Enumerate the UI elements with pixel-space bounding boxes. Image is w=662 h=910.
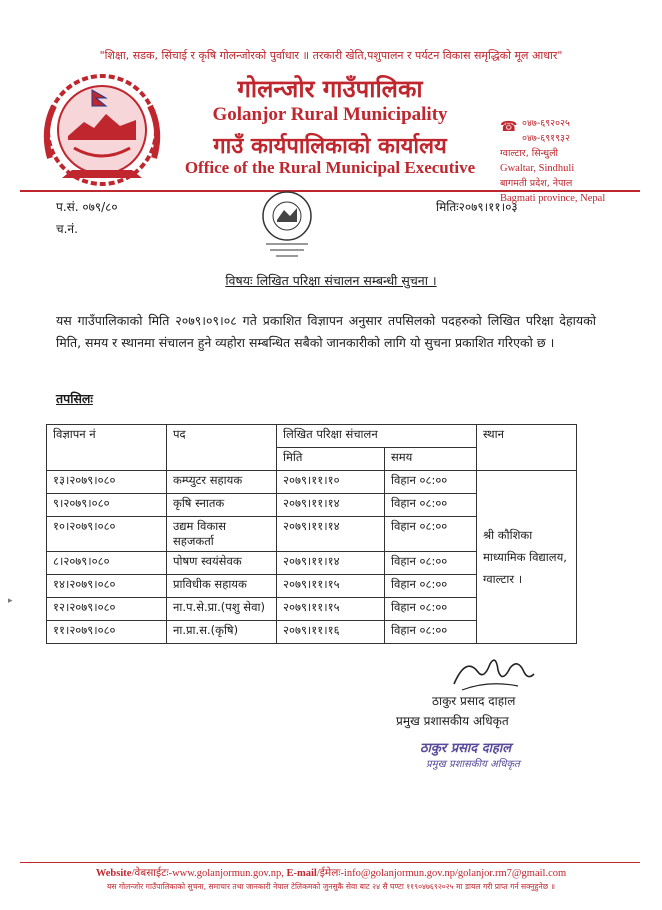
footer-contact: [0, 866, 662, 880]
cell-adv: ८।२०७९।०८०: [47, 552, 167, 575]
header-exam: लिखित परिक्षा संचालन: [277, 425, 477, 448]
phone-icon: ☎: [500, 119, 518, 135]
cell-adv: १४।२०७९।०८०: [47, 575, 167, 598]
email-label-np: /ईमेलः: [316, 868, 341, 879]
handwritten-signature: [448, 650, 538, 694]
footer-note: यस गोलन्जोर गाउँपालिकाको सुचना, समाचार तथा जानकारी नेपाल टेलिकमको जुनसुकै सेवा बाट २४ सै घण्टा ११९०४७६९२०२५ मा डायल गरी प्राप्त गर्न सक्नुहुनेछ ॥: [106, 882, 556, 891]
header-place: स्थान: [477, 425, 577, 471]
contact-block: [500, 116, 650, 206]
patra-sankhya: प.सं. ०७९/८०: [56, 200, 118, 214]
cell-date: २०७९।११।१४: [277, 494, 385, 517]
cell-date: २०७९।११।१५: [277, 575, 385, 598]
header-divider: [20, 190, 640, 192]
chalani-number: च.नं.: [56, 222, 78, 236]
cell-time: विहान ०८:००: [385, 494, 477, 517]
cell-post: उद्यम विकास सहजकर्ता: [167, 517, 277, 552]
date: मितिः२०७९।११।०३: [436, 200, 518, 214]
address-np: ग्वाल्टार, सिन्धुली: [500, 148, 558, 159]
cell-date: २०७९।११।१६: [277, 621, 385, 644]
cell-time: विहान ०८:००: [385, 575, 477, 598]
cell-post: ना.प.से.प्रा.(पशु सेवा): [167, 598, 277, 621]
cell-post: पोषण स्वयंसेवक: [167, 552, 277, 575]
website-label-np: /वेबसाईटः: [131, 868, 169, 879]
email-label: E-mail: [286, 868, 317, 879]
footer-divider: [20, 862, 640, 863]
cell-time: विहान ०८:००: [385, 552, 477, 575]
notice-body: यस गाउँपालिकाको मिति २०७९।०९।०८ गते प्रकाशित विज्ञापन अनुसार तपसिलको पदहरुको लिखित परिक्षा देहायको मिति, समय र स्थानमा संचालन हुने व्यहोरा सम्बन्धित सबैको जानकारीको लागि यो सुचना प्रकाशित गरिएको छ ।: [56, 313, 596, 350]
cell-adv: ११।२०७९।०८०: [47, 621, 167, 644]
cell-time: विहान ०८:००: [385, 598, 477, 621]
address-en: Gwaltar, Sindhuli: [500, 163, 575, 174]
header-adv: विज्ञापन नं: [47, 425, 167, 471]
stamp-title: प्रमुख प्रशासकीय अधिकृत: [426, 759, 520, 770]
cell-date: २०७९।११।१०: [277, 471, 385, 494]
cell-adv: १०।२०७९।०८०: [47, 517, 167, 552]
office-title-en: Office of the Rural Municipal Executive: [184, 158, 476, 177]
table-row: [47, 471, 577, 494]
office-seal-stamp: [244, 188, 330, 262]
signer-name: ठाकुर प्रसाद दाहाल: [432, 694, 516, 708]
cell-post: ना.प्रा.स.(कृषि): [167, 621, 277, 644]
website-label: Website: [95, 868, 132, 879]
cell-post: कृषि स्नातक: [167, 494, 277, 517]
cell-date: २०७९।११।१४: [277, 552, 385, 575]
cell-date: २०७९।११।१५: [277, 598, 385, 621]
details-heading: तपसिलः: [56, 391, 93, 406]
cell-adv: १२।२०७९।०८०: [47, 598, 167, 621]
municipality-title-en: Golanjor Rural Municipality: [212, 104, 448, 125]
slogan: "शिक्षा, सडक, सिंचाई र कृषि गोलन्जोरको पुर्वाधार ॥ तरकारी खेति,पशुपालन र पर्यटन विकास समृद्धिको मूल आधार": [99, 49, 563, 62]
nepal-emblem-logo: [32, 66, 172, 194]
page-marker-icon: ▸: [8, 596, 13, 606]
phone-2: ०४७-६९१९३२: [522, 133, 570, 144]
office-title-np: गाउँ कार्यपालिकाको कार्यालय: [213, 134, 447, 159]
header-date: मिति: [277, 448, 385, 471]
stamp-name: ठाकुर प्रसाद दाहाल: [420, 741, 512, 756]
cell-date: २०७९।११।१४: [277, 517, 385, 552]
notice-subject: [0, 272, 662, 289]
cell-post: प्राविधीक सहायक: [167, 575, 277, 598]
cell-time: विहान ०८:००: [385, 517, 477, 552]
website-link[interactable]: -www.golanjormun.gov.np,: [168, 868, 284, 879]
exam-schedule-table: [46, 424, 577, 644]
header-post: पद: [167, 425, 277, 471]
cell-post: कम्प्युटर सहायक: [167, 471, 277, 494]
header-time: समय: [385, 448, 477, 471]
cell-adv: ९।२०७९।०८०: [47, 494, 167, 517]
phone-1: ०४७-६९२०२५: [522, 118, 570, 129]
province-np: बागमती प्रदेश, नेपाल: [500, 178, 573, 189]
table-header-row: [47, 425, 577, 448]
province-en: Bagmati province, Nepal: [500, 193, 606, 204]
cell-time: विहान ०८:००: [385, 471, 477, 494]
cell-place: श्री कौशिका माध्यामिक विद्यालय, ग्वाल्टार ।: [477, 471, 577, 644]
notice-subject-text: विषयः लिखित परिक्षा संचालन सम्बन्धी सुचना ।: [225, 273, 437, 288]
municipality-title-np: गोलन्जोर गाउँपालिका: [237, 75, 423, 103]
signer-title: प्रमुख प्रशासकीय अधिकृत: [396, 714, 509, 728]
cell-adv: १३।२०७९।०८०: [47, 471, 167, 494]
signature-stamp: [420, 738, 520, 770]
cell-time: विहान ०८:००: [385, 621, 477, 644]
email-link[interactable]: -info@golanjormun.gov.np/golanjor.rm7@gmail.com: [340, 868, 567, 879]
